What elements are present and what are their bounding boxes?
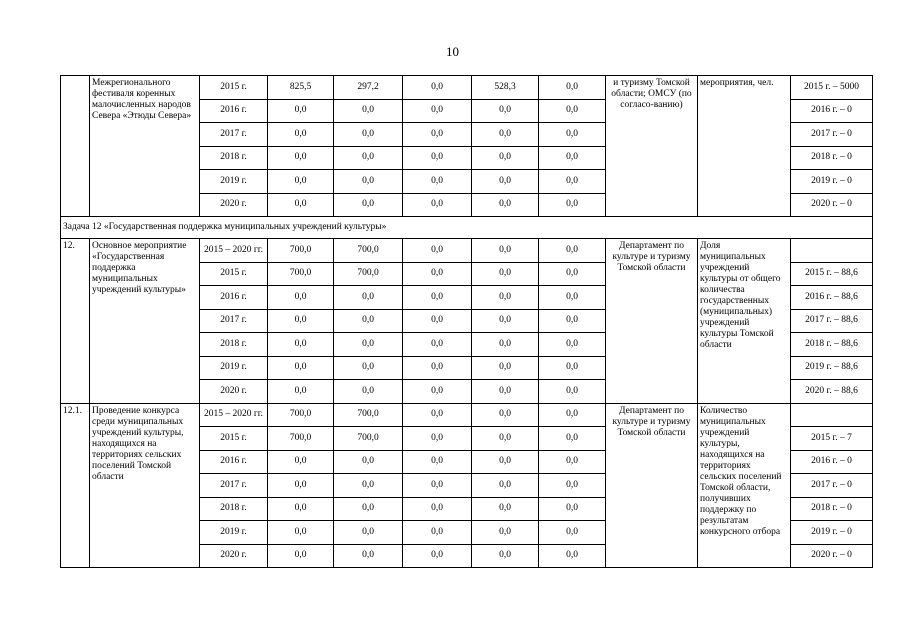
period-cell: 2019 г.	[200, 521, 268, 545]
period-cell: 2015 г.	[200, 76, 268, 100]
row-number	[61, 76, 90, 217]
other-cell: 0,0	[539, 170, 606, 194]
local-cell: 0,0	[472, 146, 539, 170]
target-cell	[791, 239, 873, 263]
period-cell: 2017 г.	[200, 474, 268, 498]
federal-cell: 0,0	[334, 450, 403, 474]
total-cell: 0,0	[268, 497, 334, 521]
total-cell: 0,0	[268, 521, 334, 545]
table-row	[61, 239, 873, 263]
other-cell: 0,0	[539, 544, 606, 568]
local-cell: 0,0	[472, 193, 539, 217]
period-cell: 2015 – 2020 гг.	[200, 403, 268, 427]
period-cell: 2015 г.	[200, 262, 268, 286]
regional-cell: 0,0	[403, 544, 472, 568]
federal-cell: 0,0	[334, 309, 403, 333]
other-cell: 0,0	[539, 521, 606, 545]
total-cell: 0,0	[268, 170, 334, 194]
indicator-cell: Количество муниципальных учреждений культуры, находящихся на территориях сельских поселений Томской области, получивших поддержку по результатам конкурсного отбора	[698, 403, 791, 568]
regional-cell: 0,0	[403, 286, 472, 310]
local-cell: 0,0	[472, 427, 539, 451]
program-table	[60, 75, 873, 568]
period-cell: 2015 г.	[200, 427, 268, 451]
total-cell: 0,0	[268, 450, 334, 474]
table-row	[61, 76, 873, 100]
total-cell: 0,0	[268, 123, 334, 147]
total-cell: 0,0	[268, 356, 334, 380]
regional-cell: 0,0	[403, 262, 472, 286]
indicator-cell: Доля муниципальных учреждений культуры от общего количества государственных (муниципальных) учреждений культуры Томской области	[698, 239, 791, 404]
target-cell: 2015 г. – 5000	[791, 76, 873, 100]
regional-cell: 0,0	[403, 309, 472, 333]
total-cell: 0,0	[268, 99, 334, 123]
other-cell: 0,0	[539, 239, 606, 263]
target-cell: 2017 г. – 88,6	[791, 309, 873, 333]
target-cell	[791, 403, 873, 427]
other-cell: 0,0	[539, 474, 606, 498]
regional-cell: 0,0	[403, 333, 472, 357]
total-cell: 700,0	[268, 427, 334, 451]
period-cell: 2019 г.	[200, 170, 268, 194]
regional-cell: 0,0	[403, 123, 472, 147]
local-cell: 0,0	[472, 380, 539, 404]
regional-cell: 0,0	[403, 474, 472, 498]
executor-cell: Департамент по культуре и туризму Томской области	[606, 239, 698, 404]
target-cell: 2016 г. – 0	[791, 99, 873, 123]
period-cell: 2016 г.	[200, 99, 268, 123]
regional-cell: 0,0	[403, 170, 472, 194]
other-cell: 0,0	[539, 262, 606, 286]
other-cell: 0,0	[539, 286, 606, 310]
local-cell: 0,0	[472, 450, 539, 474]
period-cell: 2020 г.	[200, 193, 268, 217]
other-cell: 0,0	[539, 76, 606, 100]
local-cell: 0,0	[472, 99, 539, 123]
total-cell: 0,0	[268, 286, 334, 310]
regional-cell: 0,0	[403, 239, 472, 263]
local-cell: 0,0	[472, 333, 539, 357]
target-cell: 2017 г. – 0	[791, 123, 873, 147]
target-cell: 2018 г. – 0	[791, 146, 873, 170]
target-cell: 2019 г. – 0	[791, 170, 873, 194]
other-cell: 0,0	[539, 309, 606, 333]
regional-cell: 0,0	[403, 146, 472, 170]
total-cell: 0,0	[268, 193, 334, 217]
period-cell: 2019 г.	[200, 356, 268, 380]
federal-cell: 0,0	[334, 356, 403, 380]
period-cell: 2017 г.	[200, 123, 268, 147]
target-cell: 2017 г. – 0	[791, 474, 873, 498]
activity-name: Проведение конкурса среди муниципальных учреждений культуры, находящихся на территориях сельских поселений Томской области	[90, 403, 200, 568]
total-cell: 0,0	[268, 309, 334, 333]
federal-cell: 700,0	[334, 403, 403, 427]
other-cell: 0,0	[539, 403, 606, 427]
other-cell: 0,0	[539, 450, 606, 474]
period-cell: 2016 г.	[200, 286, 268, 310]
period-cell: 2017 г.	[200, 309, 268, 333]
federal-cell: 297,2	[334, 76, 403, 100]
local-cell: 0,0	[472, 239, 539, 263]
period-cell: 2015 – 2020 гг.	[200, 239, 268, 263]
task-title: Задача 12 «Государственная поддержка муниципальных учреждений культуры»	[61, 217, 873, 239]
regional-cell: 0,0	[403, 356, 472, 380]
local-cell: 0,0	[472, 521, 539, 545]
other-cell: 0,0	[539, 146, 606, 170]
period-cell: 2016 г.	[200, 450, 268, 474]
target-cell: 2019 г. – 0	[791, 521, 873, 545]
period-cell: 2018 г.	[200, 333, 268, 357]
other-cell: 0,0	[539, 427, 606, 451]
period-cell: 2018 г.	[200, 497, 268, 521]
row-number: 12.	[61, 239, 90, 404]
federal-cell: 0,0	[334, 146, 403, 170]
federal-cell: 700,0	[334, 262, 403, 286]
other-cell: 0,0	[539, 497, 606, 521]
target-cell: 2018 г. – 88,6	[791, 333, 873, 357]
target-cell: 2020 г. – 0	[791, 544, 873, 568]
other-cell: 0,0	[539, 123, 606, 147]
activity-name: Основное мероприятие «Государственная поддержка муниципальных учреждений культуры»	[90, 239, 200, 404]
total-cell: 0,0	[268, 474, 334, 498]
total-cell: 700,0	[268, 239, 334, 263]
federal-cell: 0,0	[334, 123, 403, 147]
target-cell: 2019 г. – 88,6	[791, 356, 873, 380]
other-cell: 0,0	[539, 333, 606, 357]
period-cell: 2020 г.	[200, 380, 268, 404]
executor-cell: и туризму Томской области; ОМСУ (по согласо-ванию)	[606, 76, 698, 217]
local-cell: 0,0	[472, 309, 539, 333]
local-cell: 0,0	[472, 356, 539, 380]
federal-cell: 0,0	[334, 286, 403, 310]
regional-cell: 0,0	[403, 193, 472, 217]
federal-cell: 0,0	[334, 544, 403, 568]
regional-cell: 0,0	[403, 76, 472, 100]
other-cell: 0,0	[539, 356, 606, 380]
local-cell: 0,0	[472, 123, 539, 147]
target-cell: 2018 г. – 0	[791, 497, 873, 521]
federal-cell: 0,0	[334, 193, 403, 217]
indicator-cell: мероприятия, чел.	[698, 76, 791, 217]
local-cell: 0,0	[472, 474, 539, 498]
federal-cell: 0,0	[334, 380, 403, 404]
total-cell: 0,0	[268, 146, 334, 170]
other-cell: 0,0	[539, 380, 606, 404]
target-cell: 2015 г. – 88,6	[791, 262, 873, 286]
federal-cell: 0,0	[334, 170, 403, 194]
other-cell: 0,0	[539, 193, 606, 217]
regional-cell: 0,0	[403, 450, 472, 474]
period-cell: 2020 г.	[200, 544, 268, 568]
local-cell: 0,0	[472, 403, 539, 427]
row-number: 12.1.	[61, 403, 90, 568]
total-cell: 700,0	[268, 403, 334, 427]
target-cell: 2020 г. – 88,6	[791, 380, 873, 404]
federal-cell: 700,0	[334, 427, 403, 451]
period-cell: 2018 г.	[200, 146, 268, 170]
task-section	[61, 217, 873, 239]
total-cell: 0,0	[268, 380, 334, 404]
regional-cell: 0,0	[403, 497, 472, 521]
target-cell: 2016 г. – 88,6	[791, 286, 873, 310]
total-cell: 700,0	[268, 262, 334, 286]
block-3	[61, 403, 873, 568]
target-cell: 2020 г. – 0	[791, 193, 873, 217]
federal-cell: 0,0	[334, 497, 403, 521]
local-cell: 0,0	[472, 544, 539, 568]
local-cell: 0,0	[472, 286, 539, 310]
page-number: 10	[446, 44, 459, 59]
regional-cell: 0,0	[403, 403, 472, 427]
table-row	[61, 403, 873, 427]
block-2	[61, 239, 873, 404]
regional-cell: 0,0	[403, 521, 472, 545]
federal-cell: 700,0	[334, 239, 403, 263]
local-cell: 0,0	[472, 262, 539, 286]
total-cell: 0,0	[268, 544, 334, 568]
target-cell: 2016 г. – 0	[791, 450, 873, 474]
local-cell: 528,3	[472, 76, 539, 100]
activity-name: Межрегионального фестиваля коренных малочисленных народов Севера «Этюды Севера»	[90, 76, 200, 217]
federal-cell: 0,0	[334, 99, 403, 123]
regional-cell: 0,0	[403, 99, 472, 123]
federal-cell: 0,0	[334, 474, 403, 498]
block-1	[61, 76, 873, 217]
federal-cell: 0,0	[334, 333, 403, 357]
other-cell: 0,0	[539, 99, 606, 123]
target-cell: 2015 г. – 7	[791, 427, 873, 451]
executor-cell: Департамент по культуре и туризму Томской области	[606, 403, 698, 568]
local-cell: 0,0	[472, 497, 539, 521]
federal-cell: 0,0	[334, 521, 403, 545]
local-cell: 0,0	[472, 170, 539, 194]
regional-cell: 0,0	[403, 427, 472, 451]
total-cell: 825,5	[268, 76, 334, 100]
total-cell: 0,0	[268, 333, 334, 357]
regional-cell: 0,0	[403, 380, 472, 404]
